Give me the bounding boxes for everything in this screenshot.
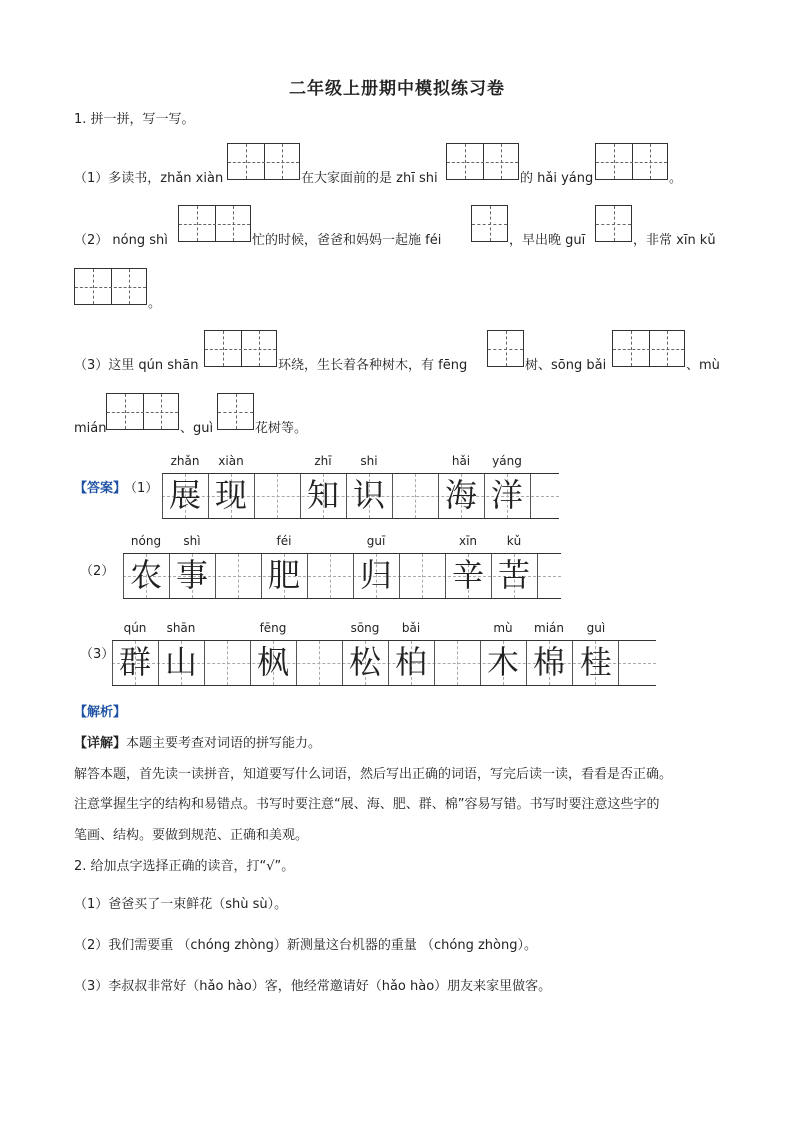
answer-char: 现 — [214, 476, 247, 514]
answer-pinyin: guì — [586, 621, 606, 635]
q2-line3: （3）李叔叔非常好（hǎo hào）客，他经常邀请好（hǎo hào）朋友来家里做客。 — [74, 979, 552, 994]
analysis-label: 【解析】 — [74, 705, 127, 720]
answer-pinyin: mián — [534, 621, 564, 635]
answer-char: 知 — [306, 476, 339, 514]
q1-line4-a: mián — [74, 421, 107, 436]
answer-box[interactable] — [471, 205, 508, 242]
answer-char: 海 — [444, 476, 477, 514]
answer-pinyin: zhǎn — [170, 454, 200, 468]
q1-heading: 1. 拼一拼，写一写。 — [74, 112, 195, 127]
answer-pinyin: féi — [276, 534, 292, 548]
answer-box[interactable] — [595, 143, 668, 180]
analysis-detail — [74, 736, 321, 752]
answer-pinyin: qún — [123, 621, 147, 635]
answer-box[interactable] — [487, 330, 524, 367]
answer-char: 农 — [129, 556, 162, 594]
q1-line3-b: 环绕，生长着各种树木，有 fēng — [278, 358, 468, 373]
answer-grid-row1 — [162, 473, 559, 519]
q2-line2: （2）我们需要重 （chóng zhòng）新测量这台机器的重量 （chóng zhòng）。 — [74, 938, 537, 953]
q1-line4-c: 花树等。 — [255, 421, 308, 436]
answer-grid-row2 — [123, 553, 561, 599]
answer-pinyin: kǔ — [506, 534, 522, 548]
analysis-p3: 笔画、结构。要做到规范、正确和美观。 — [74, 828, 309, 843]
answer-box[interactable] — [217, 393, 254, 430]
answer-pinyin: shì — [183, 534, 201, 548]
q1-line3-c: 树、sōng bǎi — [525, 358, 607, 373]
answer-pinyin: guī — [366, 534, 386, 548]
answer-pinyin: fēng — [259, 621, 287, 635]
q1-line1-d: 。 — [669, 171, 683, 186]
answer-box[interactable] — [74, 268, 147, 305]
answer-char: 松 — [348, 643, 381, 681]
answer-char: 苦 — [497, 556, 530, 594]
answer-box[interactable] — [595, 205, 632, 242]
answer-char: 柏 — [394, 643, 427, 681]
answer-pinyin: xiàn — [218, 454, 244, 468]
q1-line1-b: 在大家面前的是 zhī shi — [301, 171, 438, 186]
q1-line3-a: （3）这里 qún shān — [74, 358, 199, 373]
answer-char: 棉 — [532, 643, 565, 681]
answer-box[interactable] — [227, 143, 300, 180]
answer-char: 展 — [168, 476, 201, 514]
q1-line1-c: 的 hǎi yáng — [520, 171, 594, 186]
detail-label: 【详解】 — [74, 736, 127, 751]
q1-line2-b: 忙的时候，爸爸和妈妈一起施 féi — [252, 233, 442, 248]
q1-line2-e: 。 — [148, 296, 162, 311]
answer-char: 洋 — [490, 476, 523, 514]
q1-line2-d: ，非常 xīn kǔ — [633, 233, 716, 248]
page-title: 二年级上册期中模拟练习卷 — [289, 79, 505, 99]
answer-box[interactable] — [178, 205, 251, 242]
answer-pinyin: xīn — [458, 534, 478, 548]
q1-line2-c: ，早出晚 guī — [509, 233, 586, 248]
answer-char: 事 — [175, 556, 208, 594]
q2-line1: （1）爸爸买了一束鲜花（shù sù）。 — [74, 897, 288, 912]
answer-char: 桂 — [579, 643, 612, 681]
q1-line1-a: （1）多读书，zhǎn xiàn — [74, 171, 224, 186]
answer-char: 枫 — [256, 643, 289, 681]
q1-line2-a: （2） nóng shì — [74, 233, 168, 248]
answer-row3-label: （3） — [80, 647, 115, 662]
answer-char: 肥 — [267, 556, 300, 594]
answer-pinyin: bǎi — [401, 621, 421, 635]
answer-box[interactable] — [446, 143, 519, 180]
q2-heading: 2. 给加点字选择正确的读音，打“√”。 — [74, 859, 295, 874]
answer-char: 群 — [118, 643, 151, 681]
answer-char: 归 — [359, 556, 392, 594]
answer-char: 辛 — [451, 556, 484, 594]
answer-label: 【答案】 — [74, 481, 127, 496]
answer-char: 木 — [486, 643, 519, 681]
answer-pinyin: sōng — [350, 621, 380, 635]
answer-box[interactable] — [106, 393, 179, 430]
analysis-p1: 解答本题，首先读一读拼音，知道要写什么词语，然后写出正确的词语，写完后读一读，看看是否正确。 — [74, 767, 673, 782]
answer-row2-label: （2） — [80, 564, 115, 579]
answer-grid-row3 — [112, 640, 656, 686]
answer-char: 山 — [164, 643, 197, 681]
answer-box[interactable] — [204, 330, 277, 367]
q1-line4-b: 、guì — [180, 421, 214, 436]
analysis-p2: 注意掌握生字的结构和易错点。书写时要注意“展、海、肥、群、棉”容易写错。书写时要注意这些字的 — [74, 797, 660, 812]
answer-char: 识 — [352, 476, 385, 514]
answer-pinyin: hǎi — [451, 454, 471, 468]
q1-line3-d: 、mù — [686, 358, 720, 373]
answer-row1-label: （1） — [124, 481, 159, 496]
detail-text: 本题主要考查对词语的拼写能力。 — [126, 736, 322, 751]
answer-pinyin: zhī — [314, 454, 332, 468]
answer-pinyin: yáng — [492, 454, 522, 468]
answer-box[interactable] — [612, 330, 685, 367]
answer-pinyin: shi — [360, 454, 378, 468]
answer-pinyin: shān — [166, 621, 196, 635]
answer-pinyin: nóng — [130, 534, 162, 548]
answer-pinyin: mù — [493, 621, 513, 635]
